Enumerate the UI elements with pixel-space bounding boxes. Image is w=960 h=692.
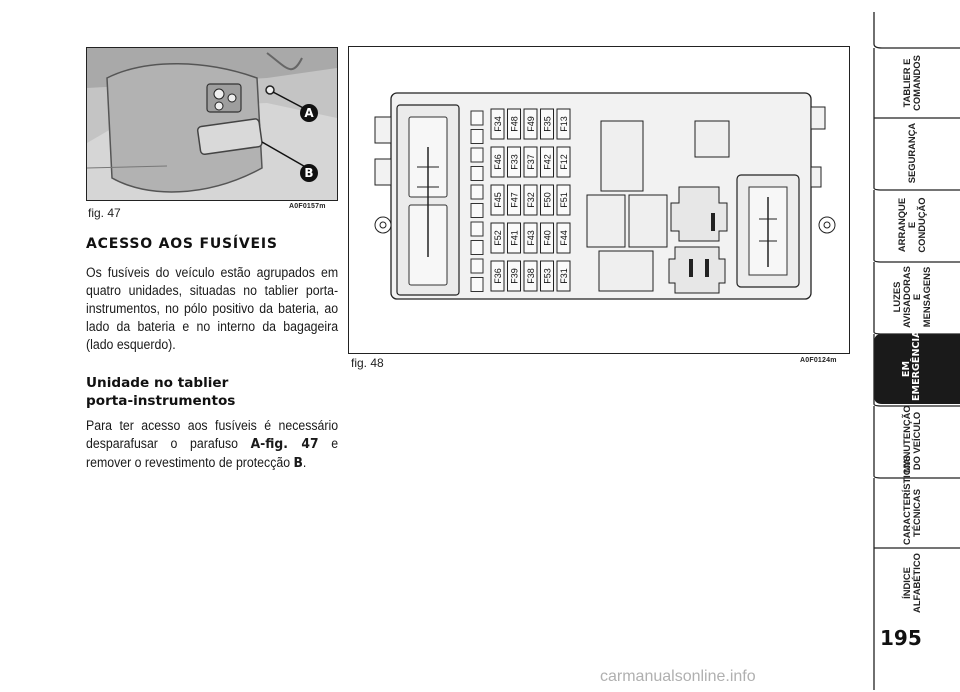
spare-slot (471, 130, 483, 144)
relay-mid-2 (629, 195, 667, 247)
callout-a-badge (300, 104, 318, 122)
chapter-tab-label (907, 121, 917, 185)
spare-slot (471, 111, 483, 125)
instruction-text-3: . (302, 455, 307, 470)
fuse-label-f34: F34 (492, 116, 503, 132)
fuse-label-f43: F43 (525, 230, 536, 246)
fuse-box-diagram (349, 47, 849, 353)
chapter-tab-label-line: EM (901, 360, 912, 378)
instruction-text-1: Para ter acesso aos fusíveis é necessário desparafusar o parafuso (86, 418, 339, 451)
callout-b-label: B (304, 166, 314, 180)
instruction-text-2: e remover o revestimento de protecção (86, 436, 339, 470)
chapter-tab-3[interactable] (874, 190, 960, 260)
intro-paragraph: Os fusíveis do veículo estão agrupados em quatro unidades, situadas no tablier porta-instrumentos, no pólo positivo da bateria, ao lado da bateria e no interno da bagageira (lado esquerdo). (86, 265, 339, 352)
relay-connector-1 (671, 187, 727, 241)
chapter-tab-label-line: AVISADORAS (901, 266, 912, 328)
chapter-tab-label (902, 51, 922, 115)
chapter-tab-7[interactable] (874, 455, 960, 548)
spare-slot (471, 241, 483, 255)
watermark-text: carmanualsonline.info (600, 668, 756, 685)
chapter-tab-label-line: TABLIER E (901, 58, 912, 108)
fuse-label-f32: F32 (525, 192, 536, 208)
fuse-label-f37: F37 (525, 154, 536, 170)
spare-slot (471, 259, 483, 273)
chapter-tab-label-line: E CONDUÇÃO (906, 197, 927, 253)
fuse-label-f39: F39 (509, 268, 520, 284)
fuse-label-f53: F53 (542, 268, 553, 284)
relay-bottom-1 (599, 251, 653, 291)
chapter-tab-label-line: ÍNDICE (901, 567, 912, 599)
fuse-label-f47: F47 (509, 192, 520, 208)
fuse-label-f33: F33 (509, 154, 520, 170)
chapter-tabs (868, 0, 960, 692)
figure-48-code: A0F0124m (800, 357, 837, 364)
spare-slot (471, 167, 483, 181)
instruction-ref-cover: B (293, 456, 303, 471)
chapter-tab-label-line: EMERGÊNCIA (911, 330, 922, 401)
mount-tab-left-mid (375, 159, 391, 185)
instruction-ref-figure: A-fig. 47 (250, 437, 319, 452)
fuse-label-f50: F50 (542, 192, 553, 208)
fuse-label-f40: F40 (542, 230, 553, 246)
chapter-tab-4[interactable] (874, 262, 960, 332)
chapter-tab-label (902, 551, 922, 615)
chapter-tab-label-line: SEGURANÇA (906, 122, 917, 184)
section-title: ACESSO AOS FUSÍVEIS (86, 236, 278, 252)
figure-48-label: fig. 48 (351, 356, 384, 370)
fuse-label-f45: F45 (492, 192, 503, 208)
relay-mid-1 (587, 195, 625, 247)
fuse-label-f41: F41 (509, 230, 520, 246)
chapter-tab-label (897, 193, 927, 257)
chapter-tab-label (901, 330, 922, 401)
subsection-title (86, 374, 235, 410)
chapter-tab-6[interactable] (874, 406, 960, 476)
subsection-title-line1: Unidade no tablier (86, 375, 229, 391)
callout-b-badge (300, 164, 318, 182)
figure-47-label: fig. 47 (88, 206, 121, 220)
spare-slot (471, 222, 483, 236)
dashboard-illustration (87, 48, 337, 200)
chapter-tab-label-line: CARACTERÍSTICAS (901, 455, 912, 545)
chapter-tab-8[interactable] (874, 548, 960, 618)
spare-slot (471, 204, 483, 218)
chapter-tab-label (892, 265, 932, 329)
chapter-tab-label-line: MANUTENÇÃO (901, 405, 912, 473)
chapter-tab-label-line: DO VEÍCULO (911, 411, 922, 471)
spare-slot (471, 148, 483, 162)
figure-47-illustration (86, 47, 338, 201)
fuse-label-f49: F49 (525, 116, 536, 132)
chapter-tab-label-line: COMANDOS (911, 55, 922, 111)
figure-48-fuse-box (348, 46, 850, 354)
page-number: 195 (880, 626, 922, 650)
chapter-tab-label-line: TÉCNICAS (911, 489, 922, 537)
fuse-label-f38: F38 (525, 268, 536, 284)
relay-connector-2 (669, 247, 725, 293)
spare-slot (471, 278, 483, 292)
chapter-tab-1[interactable] (874, 48, 960, 118)
fuse-label-f48: F48 (509, 116, 520, 132)
fuse-label-f52: F52 (492, 230, 503, 246)
subsection-title-line2: porta-instrumentos (86, 393, 236, 409)
fuse-label-f13: F13 (558, 116, 569, 132)
mount-tab-right-top (811, 107, 825, 129)
fuse-grid (491, 109, 570, 291)
relay-large-1 (601, 121, 643, 191)
fuse-label-f46: F46 (492, 154, 503, 170)
relay-small-1 (695, 121, 729, 157)
figure-47-code: A0F0157m (289, 203, 326, 210)
chapter-tab-2[interactable] (874, 118, 960, 188)
spare-slot (471, 185, 483, 199)
callout-a-label: A (304, 106, 314, 120)
fuse-label-f51: F51 (558, 192, 569, 208)
fuse-label-f31: F31 (558, 268, 569, 284)
fuse-label-f12: F12 (558, 154, 569, 170)
fuse-label-f36: F36 (492, 268, 503, 284)
chapter-tab-label-line: ALFABÉTICO (911, 553, 922, 613)
fuse-label-f44: F44 (558, 230, 569, 246)
chapter-tab-label (901, 455, 922, 545)
chapter-tab-label-line: LUZES (891, 281, 902, 313)
chapter-tab-5[interactable] (874, 330, 960, 404)
chapter-tab-label-line: E MENSAGENS (911, 266, 932, 328)
fuse-label-f35: F35 (542, 116, 553, 132)
instruction-paragraph (86, 417, 338, 473)
fuse-label-f42: F42 (542, 154, 553, 170)
mount-tab-left-top (375, 117, 391, 143)
chapter-tab-label-line: ARRANQUE (896, 197, 907, 253)
